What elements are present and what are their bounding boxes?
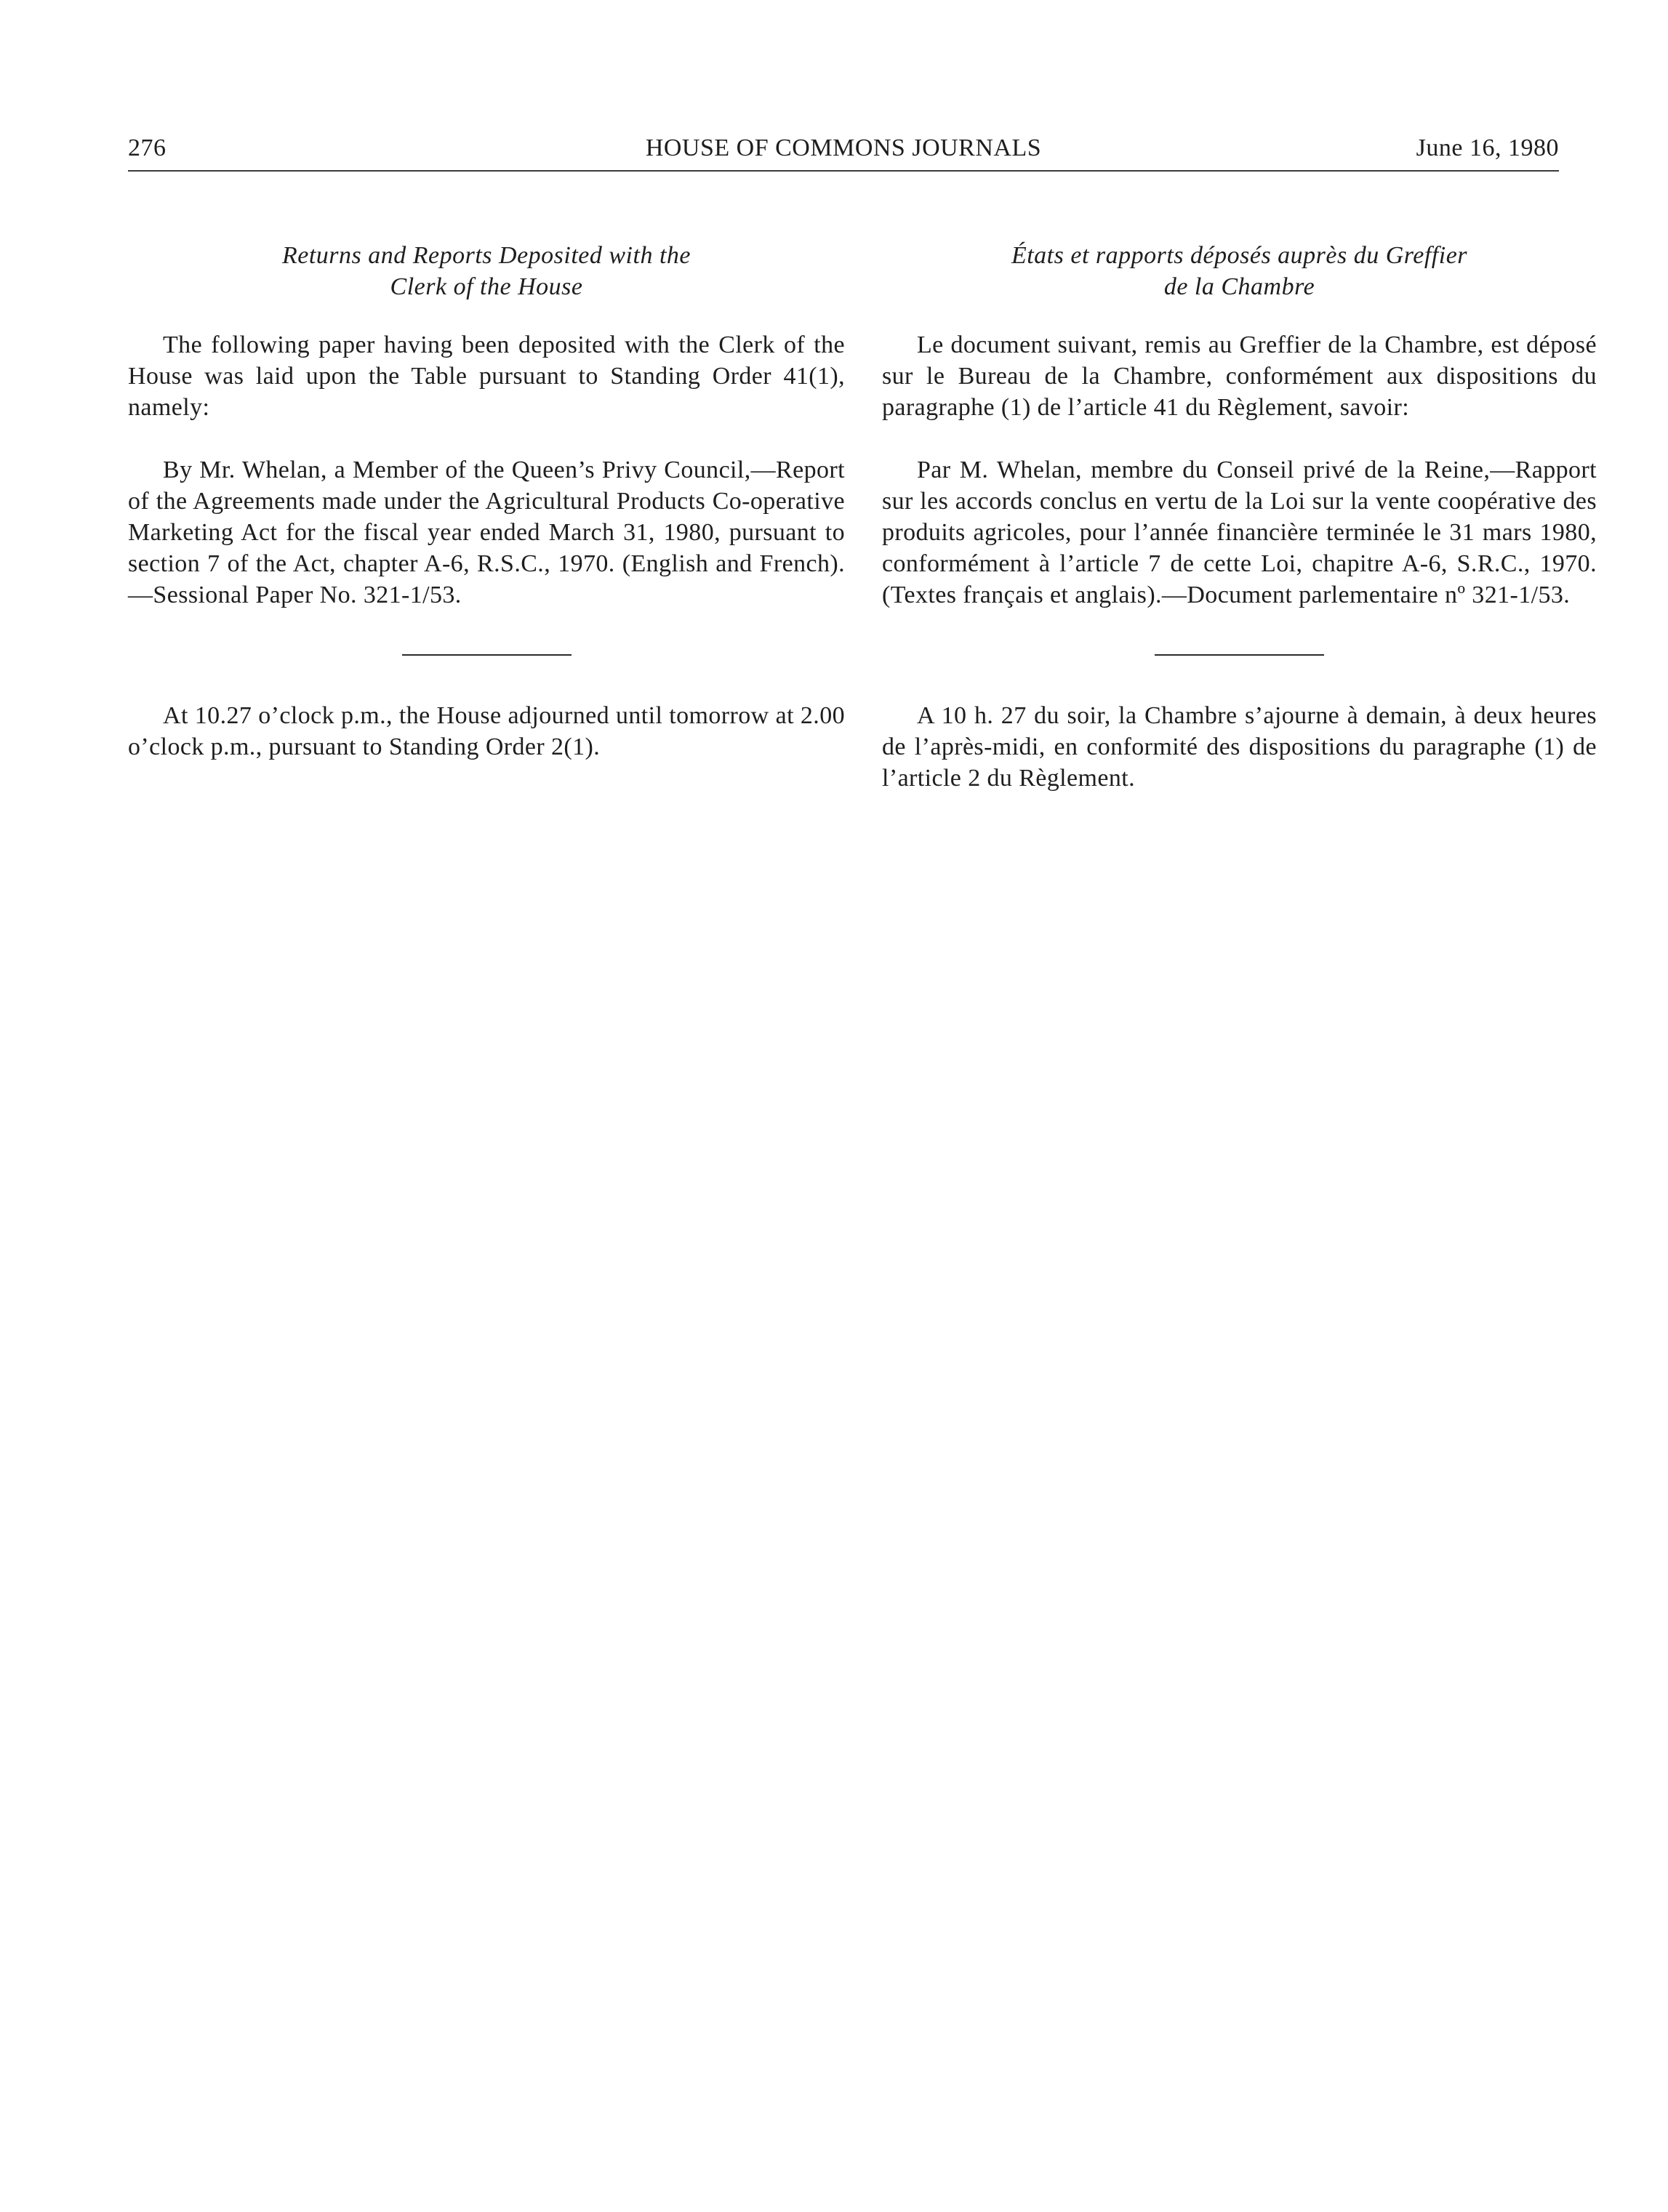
french-deposit-intro: Le document suivant, remis au Greffier de la Chambre, est déposé sur le Bureau de la Chambre, conformément aux dispositions du paragraphe (1) de l’article 41 du Règlement, savoir: — [882, 331, 1597, 421]
french-adjournment: A 10 h. 27 du soir, la Chambre s’ajourne à demain, à deux heures de l’après-midi, en conformité des dispositions du paragraphe (1) de l’article 2 du Règlement. — [882, 702, 1597, 792]
english-section-heading — [128, 240, 845, 302]
english-column — [128, 240, 845, 763]
english-report-entry: By Mr. Whelan, a Member of the Queen’s Privy Council,—Report of the Agreements made under the Agricultural Products Co-operative Marketing Act for the fiscal year ended March 31, 1980, pursuant to section 7 of the Act, chapter A-6, R.S.C., 1970. (English and French).—Sessional Paper No. 321-1/53. — [128, 457, 845, 608]
page-header — [128, 128, 1559, 169]
english-heading-line-2: Clerk of the House — [390, 273, 583, 300]
header-rule — [128, 170, 1559, 172]
english-heading-line-1: Returns and Reports Deposited with the — [281, 242, 691, 269]
french-heading-line-1: États et rapports déposés auprès du Greffier — [1011, 242, 1468, 269]
french-report-entry: Par M. Whelan, membre du Conseil privé de la Reine,—Rapport sur les accords conclus en vertu de la Loi sur la vente coopérative des produits agricoles, pour l’année financière terminée le 31 mars 1980, conformément à l’article 7 de cette Loi, chapitre A-6, S.R.C., 1970. (Textes français et anglais).—Document parlementaire nº 321-1/53. — [882, 457, 1597, 608]
french-section-heading — [882, 240, 1597, 302]
french-heading-line-2: de la Chambre — [1163, 273, 1315, 300]
english-adjournment: At 10.27 o’clock p.m., the House adjourned until tomorrow at 2.00 o’clock p.m., pursuant to Standing Order 2(1). — [128, 702, 845, 760]
english-deposit-intro: The following paper having been deposited with the Clerk of the House was laid upon the Table pursuant to Standing Order 41(1), namely: — [128, 331, 845, 421]
issue-date: June 16, 1980 — [1416, 134, 1559, 161]
french-separator — [1155, 654, 1324, 656]
french-column — [882, 240, 1597, 794]
journal-title: HOUSE OF COMMONS JOURNALS — [645, 134, 1042, 161]
page-number: 276 — [128, 134, 167, 161]
english-separator — [402, 654, 572, 656]
